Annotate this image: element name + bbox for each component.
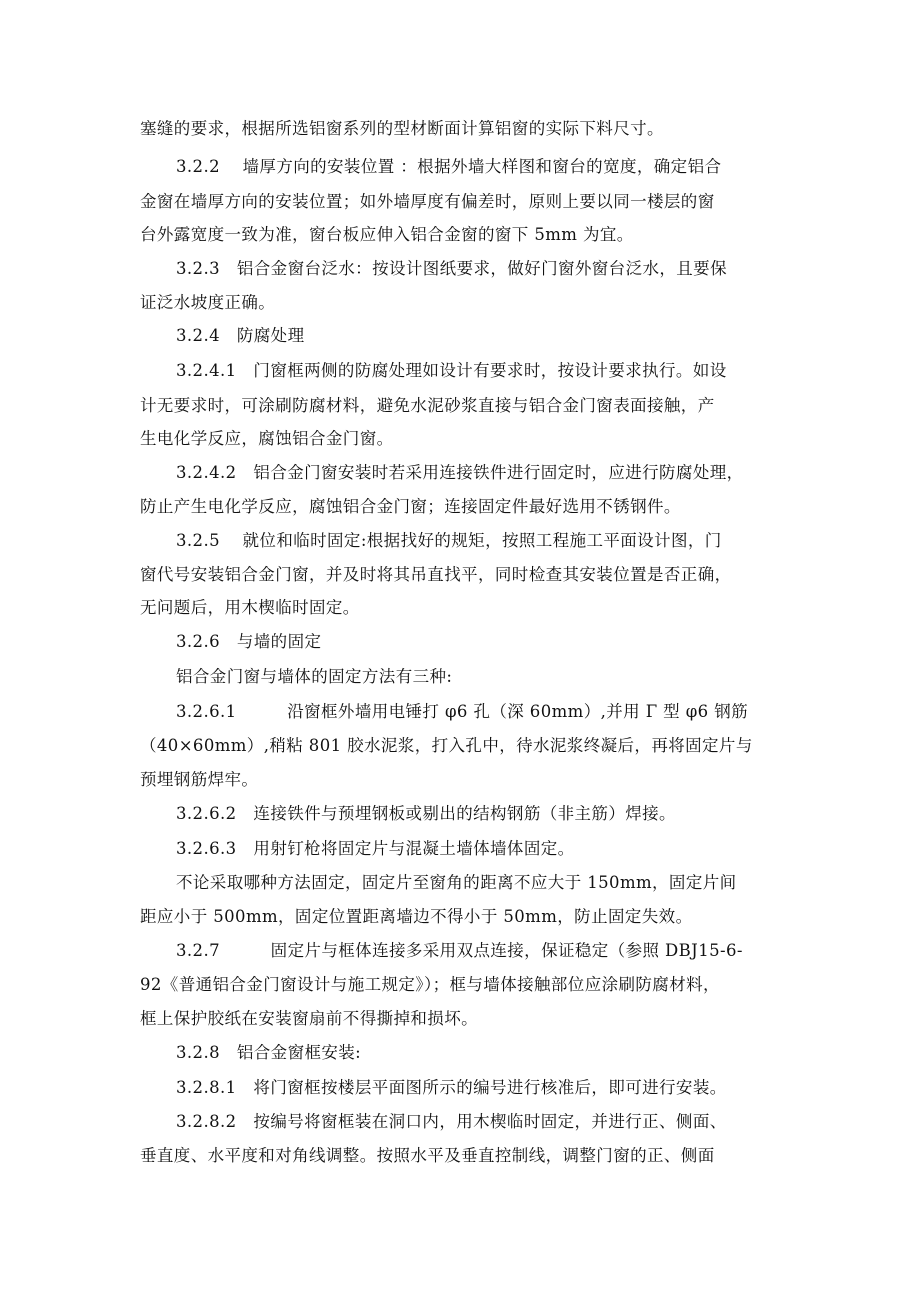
text-line: 塞缝的要求，根据所选铝窗系列的型材断面计算铝窗的实际下料尺寸。 xyxy=(140,119,664,138)
text-line: 台外露宽度一致为准，窗台板应伸入铝合金窗的窗下 5mm 为宜。 xyxy=(140,225,634,244)
text-line: 3.2.3 铝合金窗台泛水：按设计图纸要求，做好门窗外窗台泛水，且要保 xyxy=(176,259,727,278)
text-line: 窗代号安装铝合金门窗，并及时将其吊直找平，同时检查其安装位置是否正确， xyxy=(140,565,732,584)
text-line: 距应小于 500mm，固定位置距离墙边不得小于 50mm，防止固定失效。 xyxy=(140,907,693,926)
text-line: 3.2.6.2 连接铁件与预埋钢板或剔出的结构钢筋（非主筋）焊接。 xyxy=(176,804,676,823)
text-line: 无问题后，用木楔临时固定。 xyxy=(140,598,360,617)
text-line: 计无要求时，可涂刷防腐材料，避免水泥砂浆直接与铝合金门窗表面接触，产 xyxy=(140,396,715,415)
section-heading: 3.2.4 防腐处理 xyxy=(176,326,305,345)
text-line: 垂直度、水平度和对角线调整。按照水平及垂直控制线，调整门窗的正、侧面 xyxy=(140,1146,715,1165)
text-line: 3.2.5 就位和临时固定:根据找好的规矩，按照工程施工平面设计图，门 xyxy=(176,531,722,550)
text-line: 预埋钢筋焊牢。 xyxy=(140,770,259,789)
text-line: 框上保护胶纸在安装窗扇前不得撕掉和损坏。 xyxy=(140,1009,478,1028)
text-line: 金窗在墙厚方向的安装位置；如外墙厚度有偏差时，原则上要以同一楼层的窗 xyxy=(140,192,715,211)
text-line: 92《普通铝合金门窗设计与施工规定》）；框与墙体接触部位应涂刷防腐材料， xyxy=(140,975,720,994)
text-line: 3.2.4.2 铝合金门窗安装时若采用连接铁件进行固定时，应进行防腐处理， xyxy=(176,463,744,482)
text-line: （40×60mm）,稍粘 801 胶水泥浆，打入孔中，待水泥浆终凝后，再将固定片与 xyxy=(140,736,753,755)
section-heading: 3.2.8 铝合金窗框安装: xyxy=(176,1043,362,1062)
text-line: 不论采取哪种方法固定，固定片至窗角的距离不应大于 150mm，固定片间 xyxy=(176,873,737,892)
text-line: 3.2.6.1 沿窗框外墙用电锤打 φ6 孔（深 60mm）,并用 Γ 型 φ6 钢筋 xyxy=(176,702,749,721)
text-line: 铝合金门窗与墙体的固定方法有三种: xyxy=(176,667,453,686)
text-line: 3.2.8.2 按编号将窗框装在洞口内，用木楔临时固定，并进行正、侧面、 xyxy=(176,1112,727,1131)
text-line: 证泛水坡度正确。 xyxy=(140,293,276,312)
text-line: 3.2.6.3 用射钉枪将固定片与混凝土墙体墙体固定。 xyxy=(176,839,575,858)
text-line: 3.2.8.1 将门窗框按楼层平面图所示的编号进行核准后，即可进行安装。 xyxy=(176,1078,727,1097)
text-line: 3.2.4.1 门窗框两侧的防腐处理如设计有要求时，按设计要求执行。如设 xyxy=(176,361,727,380)
text-line: 3.2.7 固定片与框体连接多采用双点连接，保证稳定（参照 DBJ15-6- xyxy=(176,941,743,960)
text-line: 生电化学反应，腐蚀铝合金门窗。 xyxy=(140,429,394,448)
section-heading: 3.2.6 与墙的固定 xyxy=(176,632,322,651)
text-line: 防止产生电化学反应，腐蚀铝合金门窗；连接固定件最好选用不锈钢件。 xyxy=(140,497,681,516)
text-line: 3.2.2 墙厚方向的安装位置 ：根据外墙大样图和窗台的宽度，确定铝合 xyxy=(176,157,722,176)
